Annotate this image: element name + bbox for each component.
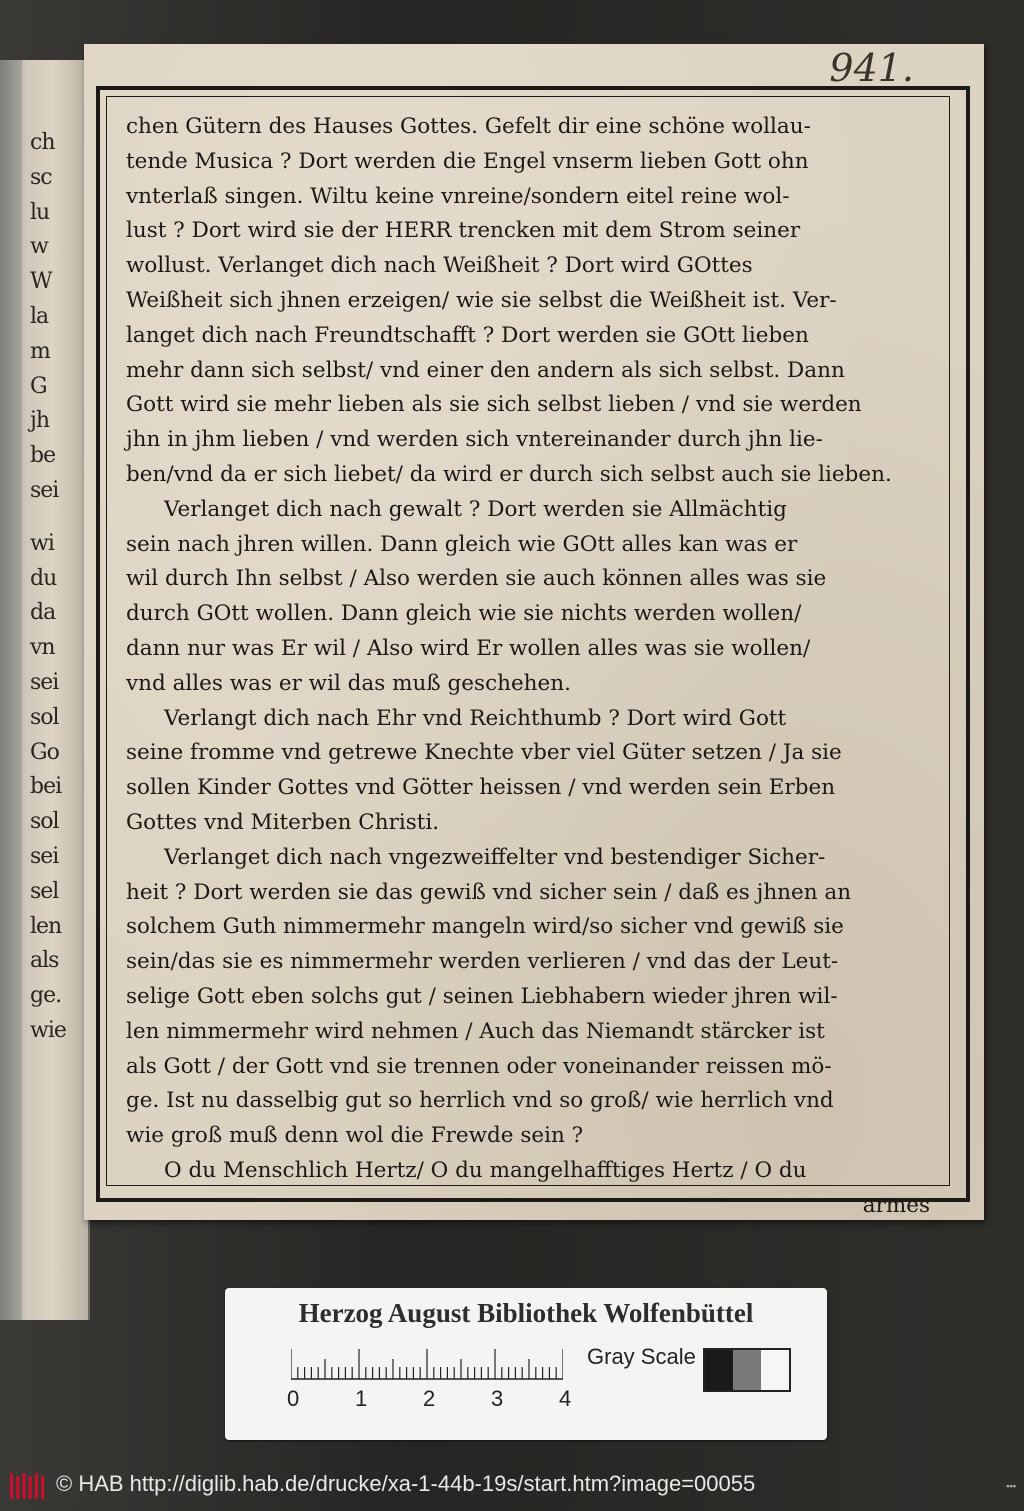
facing-page-strip bbox=[0, 60, 90, 1320]
text-line: selige Gott eben solchs gut / seinen Liebhabern wieder jhren wil- bbox=[126, 983, 838, 1009]
text-line: durch GOtt wollen. Dann gleich wie sie nichts werden wollen/ bbox=[126, 601, 802, 627]
page-text bbox=[126, 110, 930, 1224]
gray-scale-swatch bbox=[703, 1348, 791, 1392]
text-line: chen Gütern des Hauses Gottes. Gefelt dir eine schöne wollau- bbox=[126, 114, 811, 139]
facing-page-fragment: bei bbox=[30, 774, 62, 800]
scale-ruler bbox=[291, 1348, 563, 1380]
facing-page-fragment: sc bbox=[30, 164, 52, 190]
facing-page-fragment: lu bbox=[30, 199, 50, 225]
facing-page-fragment: wi bbox=[30, 530, 54, 556]
facing-page-fragment: m bbox=[30, 338, 50, 364]
text-line: ge. Ist nu dasselbig gut so herrlich vnd so groß/ wie herrlich vnd bbox=[126, 1088, 834, 1114]
facing-page-fragment: ch bbox=[30, 130, 55, 155]
facing-page-fragment: Go bbox=[30, 739, 59, 765]
text-line: sein nach jhren willen. Dann gleich wie GOtt alles kan was er bbox=[126, 531, 798, 557]
text-line: armes bbox=[862, 1192, 930, 1218]
text-line: Gott wird sie mehr lieben als sie sich selbst lieben / vnd sie werden bbox=[126, 392, 862, 418]
facing-page-fragment: sei bbox=[30, 844, 59, 869]
text-line: sollen Kinder Gottes vnd Götter heissen / vnd werden sein Erben bbox=[126, 775, 836, 801]
logo-bar bbox=[41, 1476, 44, 1499]
text-line: wollust. Verlanget dich nach Weißheit ? Dort wird GOttes bbox=[126, 253, 753, 279]
text-line: Verlanget dich nach vngezweiffelter vnd bestendiger Sicher- bbox=[164, 844, 826, 870]
gray-swatch-cell bbox=[733, 1350, 761, 1390]
facing-page-fragment: vn bbox=[30, 635, 55, 661]
logo-bar bbox=[10, 1473, 13, 1499]
ruler-number-0: 0 bbox=[287, 1386, 300, 1411]
text-line: heit ? Dort werden sie das gewiß vnd sicher sein / daß es jhnen an bbox=[126, 879, 852, 905]
text-line: als Gott / der Gott vnd sie trennen oder voneinander reissen mö- bbox=[126, 1053, 832, 1079]
text-line: Gottes vnd Miterben Christi. bbox=[126, 809, 440, 835]
text-line: Verlanget dich nach gewalt ? Dort werden sie Allmächtig bbox=[164, 496, 787, 522]
text-line: len nimmermehr wird nehmen / Auch das Niemandt stärcker ist bbox=[126, 1018, 825, 1044]
facing-page-fragment: len bbox=[30, 913, 62, 939]
facing-page-fragment: jh bbox=[30, 408, 49, 434]
facing-page-fragment: be bbox=[30, 443, 56, 469]
text-line: solchem Guth nimmermehr mangeln wird/so sicher vnd gewiß sie bbox=[126, 914, 844, 940]
logo-bar bbox=[16, 1476, 19, 1499]
gray-swatch-cell bbox=[761, 1350, 789, 1390]
gray-swatch-cell bbox=[705, 1350, 733, 1390]
folio-number: 941. bbox=[829, 46, 914, 90]
facing-page-fragment: ge. bbox=[30, 983, 62, 1009]
facing-page-fragment: da bbox=[30, 600, 56, 626]
text-line: O du Menschlich Hertz/ O du mangelhafftiges Hertz / O du bbox=[164, 1157, 807, 1183]
facing-page-fragment: du bbox=[30, 565, 57, 591]
facing-page-fragment: sol bbox=[30, 704, 59, 730]
logo-bar bbox=[29, 1476, 32, 1499]
footer-copyright-link[interactable]: © HAB http://diglib.hab.de/drucke/xa-1-44b-19s/start.htm?image=00055 bbox=[56, 1471, 756, 1496]
text-line: ben/vnd da er sich liebet/ da wird er durch sich selbst auch sie lieben. bbox=[126, 461, 892, 487]
text-line: seine fromme vnd getrewe Knechte vber viel Güter setzen / Ja sie bbox=[126, 740, 842, 766]
logo-bar bbox=[22, 1473, 25, 1499]
ruler-number-3: 3 bbox=[491, 1386, 504, 1411]
text-line: vnterlaß singen. Wiltu keine vnreine/sondern eitel reine wol- bbox=[126, 183, 790, 209]
book-spine bbox=[0, 60, 22, 1320]
ruler-number-4: 4 bbox=[559, 1386, 572, 1411]
logo-bar bbox=[35, 1473, 38, 1499]
facing-page-fragment: G bbox=[30, 373, 47, 399]
color-calibration-card bbox=[225, 1288, 827, 1440]
book-page bbox=[84, 44, 984, 1220]
text-line: langet dich nach Freundtschafft ? Dort werden sie GOtt lieben bbox=[126, 322, 809, 348]
facing-page-fragment: sei bbox=[30, 670, 59, 695]
text-line: vnd alles was er wil das muß geschehen. bbox=[126, 670, 571, 696]
text-line: mehr dann sich selbst/ vnd einer den andern als sich selbst. Dann bbox=[126, 357, 845, 383]
library-name: Herzog August Bibliothek Wolfenbüttel bbox=[298, 1298, 754, 1328]
ruler-number-1: 1 bbox=[355, 1386, 368, 1411]
facing-page-fragment: w bbox=[30, 234, 48, 260]
text-line: dann nur was Er wil / Also wird Er wollen alles was sie wollen/ bbox=[126, 635, 811, 661]
text-line: tende Musica ? Dort werden die Engel vnserm lieben Gott ohn bbox=[126, 148, 809, 174]
text-line: jhn in jhm lieben / vnd werden sich vntereinander durch jhn lie- bbox=[126, 427, 823, 453]
ruler-number-2: 2 bbox=[423, 1386, 436, 1411]
facing-page-fragment: la bbox=[30, 304, 49, 329]
text-line: Weißheit sich jhnen erzeigen/ wie sie selbst die Weißheit ist. Ver- bbox=[126, 287, 837, 313]
footer-dots-icon: ▪▪▪ bbox=[1006, 1481, 1016, 1491]
text-line: wil durch Ihn selbst / Also werden sie auch können alles was sie bbox=[126, 566, 827, 592]
facing-page-fragment: als bbox=[30, 948, 59, 974]
hab-logo-icon bbox=[8, 1469, 48, 1503]
footer bbox=[0, 1461, 1024, 1511]
facing-page-fragment: sel bbox=[30, 878, 59, 904]
text-line: sein/das sie es nimmermehr werden verlieren / vnd das der Leut- bbox=[126, 949, 839, 975]
facing-page-fragment: W bbox=[30, 269, 52, 295]
text-line: wie groß muß denn wol die Frewde sein ? bbox=[126, 1123, 584, 1149]
text-line: lust ? Dort wird sie der HERR trencken mit dem Strom seiner bbox=[126, 218, 801, 244]
facing-page-fragment: wie bbox=[30, 1018, 66, 1043]
gray-scale-label: Gray Scale bbox=[587, 1344, 696, 1369]
facing-page-fragment: sei bbox=[30, 478, 59, 503]
facing-page-fragment: sol bbox=[30, 809, 59, 835]
text-line: Verlangt dich nach Ehr vnd Reichthumb ? Dort wird Gott bbox=[164, 705, 787, 731]
